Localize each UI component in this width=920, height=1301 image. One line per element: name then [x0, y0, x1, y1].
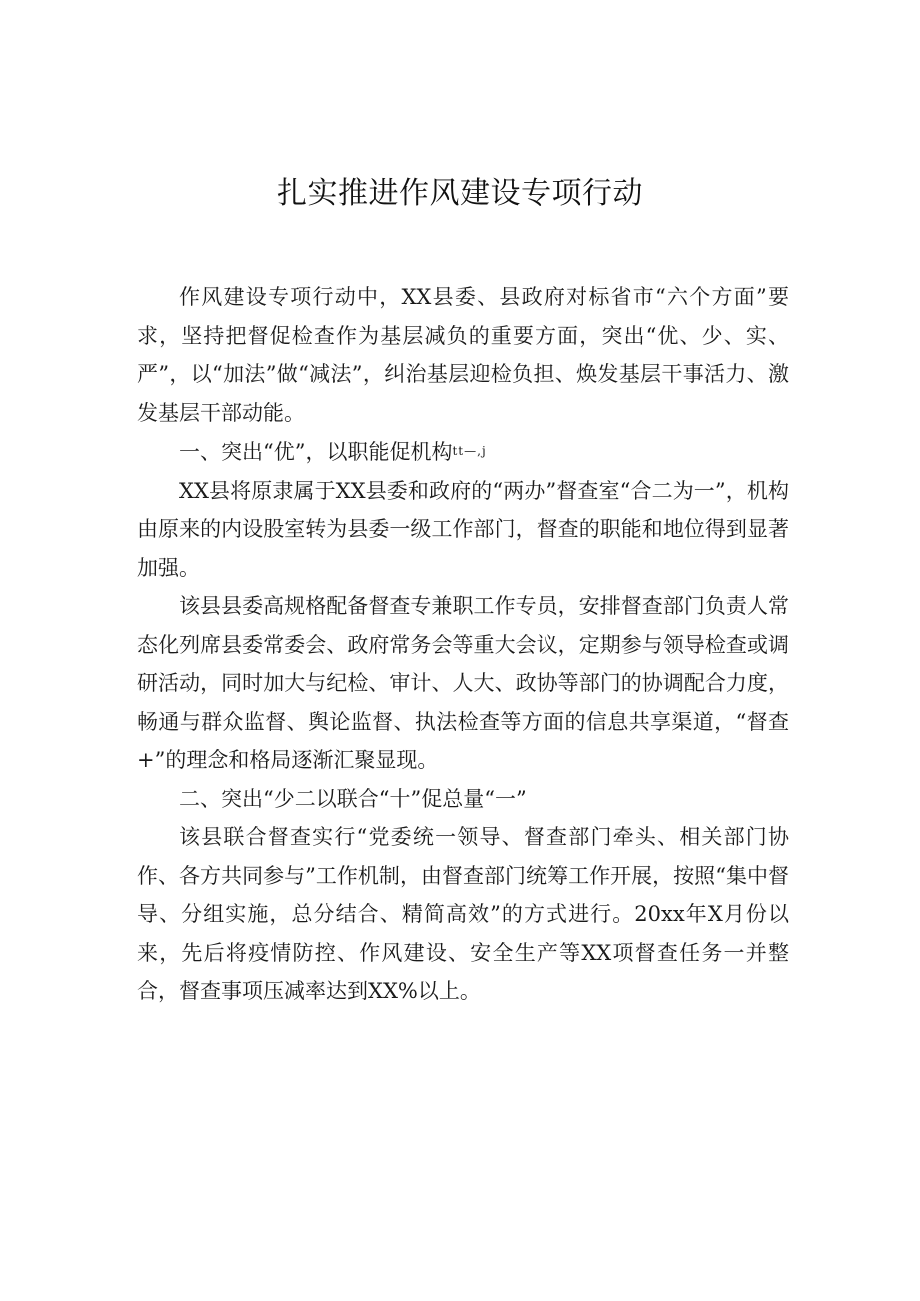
- paragraph-body-2: 该县县委高规格配备督查专兼职工作专员，安排督查部门负责人常态化列席县委常委会、政府常务会等重大会议，定期参与领导检查或调研活动，同时加大与纪检、审计、人大、政协等部门的协调配合力度，畅通与群众监督、舆论监督、执法检查等方面的信息共享渠道，“督查+”的理念和格局逐渐汇聚显现。: [137, 594, 789, 772]
- paragraph-body-3: 该县联合督查实行“党委统一领导、督查部门牵头、相关部门协作、各方共同参与”工作机制，由督查部门统筹工作开展，按照“集中督导、分组实施，总分结合、精简高效”的方式进行。20xx年X月份以来，先后将疫情防控、作风建设、安全生产等XX项督查任务一并整合，督查事项压减率达到XX%以上。: [137, 825, 789, 1003]
- paragraph-body-1: XX县将原隶属于XX县委和政府的“两办”督查室“合二为一”，机构由原来的内设股室转为县委一级工作部门，督查的职能和地位得到显著加强。: [137, 478, 789, 580]
- section-heading-2: 二、突出“少二以联合“十”促总量“一”: [179, 786, 527, 811]
- section-heading-1: [137, 432, 789, 472]
- paragraph-intro: 作风建设专项行动中，XX县委、县政府对标省市“六个方面”要求，坚持把督促检查作为基层减负的重要方面，突出“优、少、实、严”，以“加法”做“减法”，纠治基层迎检负担、焕发基层干事活力、激发基层干部动能。: [137, 285, 789, 425]
- document-body: [137, 278, 789, 1011]
- section-heading-1-text: 一、突出“优”，以职能促机构: [179, 440, 453, 464]
- section-heading-1-note: tt—,j: [452, 444, 487, 458]
- document-title: 扎实推进作风建设专项行动: [277, 176, 643, 211]
